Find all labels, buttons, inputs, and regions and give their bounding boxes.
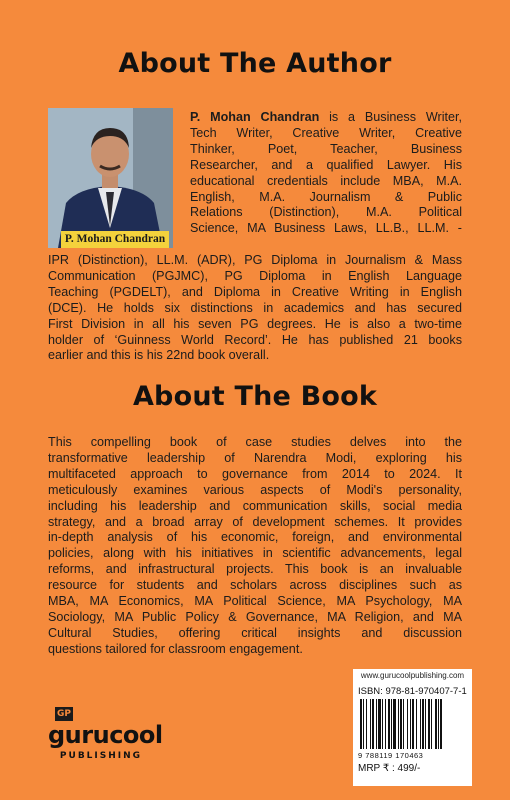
author-photo	[48, 108, 173, 248]
price-label: MRP ₹ : 499/-	[358, 763, 421, 774]
text-line: including his leadership and communication skills, social media	[48, 498, 462, 513]
text-line: multifaceted approach to governance from 2014 to 2024. It	[48, 466, 462, 481]
author-photo-caption: P. Mohan Chandran	[61, 231, 169, 248]
publisher-tagline: PUBLISHING	[59, 751, 143, 761]
about-book-heading: About The Book	[132, 381, 378, 412]
author-bio-top	[190, 110, 462, 237]
text-line: questions tailored for classroom engagement.	[48, 641, 303, 656]
publisher-mark: GP	[55, 707, 73, 721]
text-line: educational credentials include MBA, M.A.	[190, 173, 462, 188]
barcode-panel	[353, 669, 472, 786]
text-line: meticulously examines various aspects of Modi's personality,	[48, 482, 462, 497]
publisher-website: www.gurucoolpublishing.com	[360, 671, 465, 680]
text-line: in-depth analysis of his economic, foreign, and environmental	[48, 530, 462, 545]
text-line: This compelling book of case studies delves into the	[48, 435, 462, 449]
barcode-bars	[359, 699, 466, 751]
book-description	[48, 435, 462, 658]
text-line: Sociology, MA Public Policy & Governance, MA Religion, and MA	[48, 609, 462, 624]
author-bio-bottom	[48, 253, 462, 364]
text-line: Teaching (PGDELT), and Diploma in Creative Writing in English	[48, 284, 462, 299]
text-line: Thinker, Poet, Teacher, Business	[190, 141, 462, 156]
text-line: resource for students and scholars across disciplines such as	[48, 578, 462, 593]
text-line: earlier and this is his 22nd book overall.	[48, 348, 270, 363]
text-line: reforms, and infrastructural projects. This book is an invaluable	[48, 562, 462, 577]
text-line: Researcher, and a qualified Lawyer. His	[190, 157, 462, 172]
text-line: P. Mohan Chandran is a Business Writer,	[190, 110, 462, 124]
text-line: transformative leadership of Narendra Modi, exploring his	[48, 450, 462, 465]
text-line: holder of ‘Guinness World Record’. He has published 21 books	[48, 332, 462, 347]
text-line: strategy, and a broad array of development schemes. It provides	[48, 514, 462, 529]
text-line: MBA, MA Economics, MA Political Science, MA Psychology, MA	[48, 594, 462, 609]
text-line: Science, MA Business Laws, LL.B., LL.M. -	[190, 221, 462, 236]
publisher-name: gurucool	[48, 721, 163, 749]
text-line: First Division in all his seven PG degrees. He is also a two-time	[48, 316, 462, 331]
text-line: Cultural Studies, offering critical insights and discussion	[48, 625, 462, 640]
text-line: English, M.A. Journalism & Public	[190, 189, 462, 204]
barcode-number: 9 788119 170463	[358, 751, 424, 760]
about-author-heading: About The Author	[118, 48, 392, 79]
text-line: policies, along with his initiatives in scientific advancements, legal	[48, 546, 462, 561]
text-line: (DCE). He holds six distinctions in academics and has secured	[48, 300, 462, 315]
text-line: Communication (PGJMC), PG Diploma in English Language	[48, 268, 462, 283]
text-line: IPR (Distinction), LL.M. (ADR), PG Diploma in Journalism & Mass	[48, 253, 462, 267]
text-line: Relations (Distinction), M.A. Political	[190, 205, 462, 220]
text-line: Tech Writer, Creative Writer, Creative	[190, 125, 462, 140]
isbn-label: ISBN: 978-81-970407-7-1	[358, 686, 467, 697]
author-name: P. Mohan Chandran	[190, 110, 320, 124]
